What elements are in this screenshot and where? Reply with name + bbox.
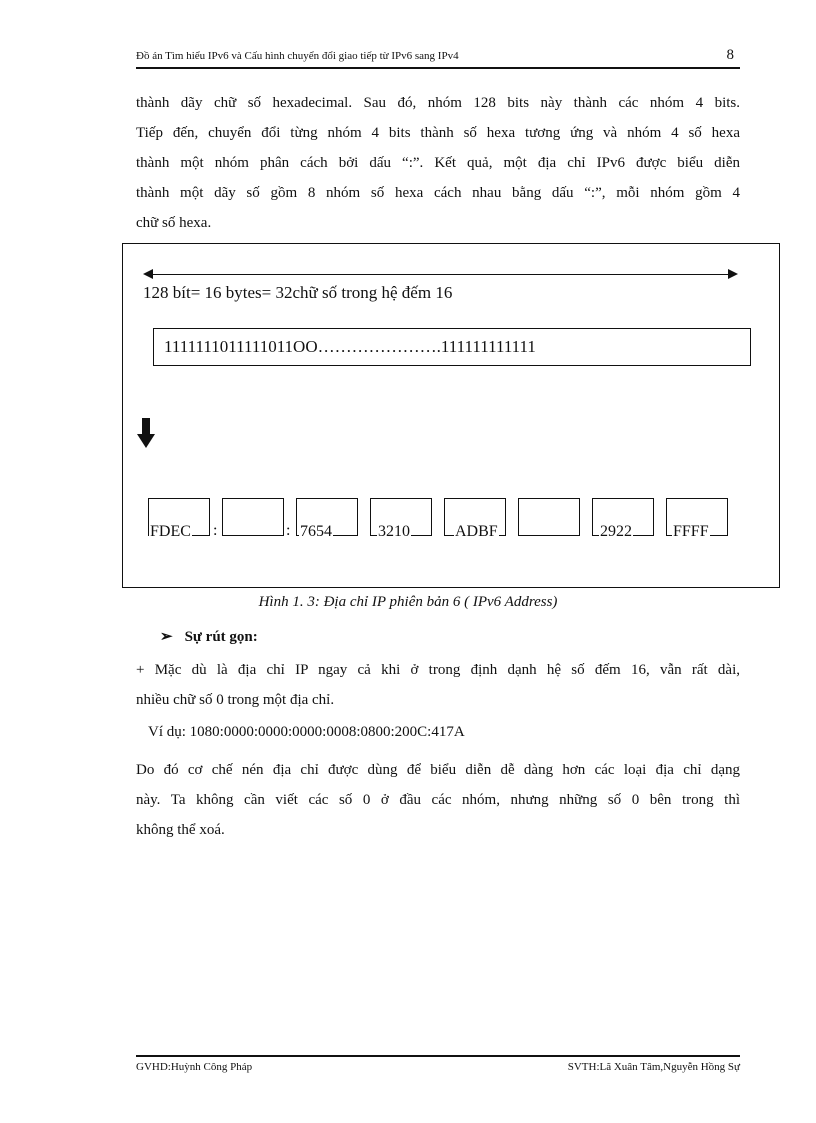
hex-separator: :: [213, 522, 218, 539]
text-line: Tiếp đến, chuyển đổi từng nhóm 4 bits thành số hexa tương ứng và nhóm 4 số hexa: [136, 125, 740, 141]
header-title: Đồ án Tìm hiểu IPv6 và Cấu hình chuyển đổi giao tiếp từ IPv6 sang IPv4: [136, 50, 459, 62]
text-line: không thể xoá.: [136, 822, 225, 838]
footer-students: SVTH:Lã Xuân Tâm,Nguyễn Hồng Sự: [567, 1061, 740, 1073]
page-number: 8: [726, 47, 734, 63]
text-line: chữ số hexa.: [136, 215, 212, 231]
footer-rule: [136, 1055, 740, 1057]
paragraph: [136, 655, 740, 715]
paragraph: [136, 755, 740, 845]
span-arrow: [145, 274, 735, 275]
text-line: này. Ta không cần viết các số 0 ở đầu các nhóm, nhưng những số 0 bên trong thì: [136, 792, 740, 808]
ipv6-address-figure: [122, 243, 780, 588]
hex-group-box: [222, 498, 284, 536]
hex-group-label: ADBF: [455, 523, 498, 540]
text-line: Do đó cơ chế nén địa chỉ được dùng để biểu diễn dễ dàng hơn các loại địa chỉ dạng: [136, 762, 740, 778]
hex-group-label: FFFF: [673, 523, 709, 540]
hex-group-box: [518, 498, 580, 536]
text-line: thành một dãy số gồm 8 nhóm số hexa cách nhau bằng dấu “:”, mỗi nhóm gồm 4: [136, 185, 740, 201]
figure-caption: Hình 1. 3: Địa chỉ IP phiên bản 6 ( IPv6 Address): [258, 594, 558, 610]
example-text: Ví dụ: 1080:0000:0000:0000:0008:0800:200C:417A: [148, 724, 465, 740]
arrow-bullet-icon: ➢: [160, 629, 173, 645]
text-line: nhiều chữ số 0 trong một địa chỉ.: [136, 692, 335, 708]
hex-group-label: 2922: [600, 523, 632, 540]
hex-separator: :: [286, 522, 291, 539]
bits-caption: 128 bít= 16 bytes= 32chữ số trong hệ đếm 16: [143, 283, 453, 302]
hex-group-label: 3210: [378, 523, 410, 540]
hex-group-label: FDEC: [150, 523, 191, 540]
text-line: + Mặc dù là địa chỉ IP ngay cả khi ở trong định dạnh hệ số đếm 16, vẫn rất dài,: [136, 662, 740, 678]
section-heading-text: Sự rút gọn:: [184, 629, 258, 645]
text-line: thành dãy chữ số hexadecimal. Sau đó, nhóm 128 bits này thành các nhóm 4 bits.: [136, 95, 740, 111]
down-arrow-icon: [137, 418, 155, 448]
header-rule: [136, 67, 740, 69]
intro-paragraph: [136, 88, 740, 238]
bits-box: [153, 328, 751, 366]
hex-group-label: 7654: [300, 523, 332, 540]
bits-value: 1111111011111011OO………………….111111111111: [164, 337, 536, 356]
arrow-right-icon: [728, 269, 738, 279]
footer-advisor: GVHD:Huỳnh Công Pháp: [136, 1061, 253, 1073]
text-line: thành một nhóm phân cách bởi dấu “:”. Kết quả, một địa chỉ IPv6 được biểu diễn: [136, 155, 740, 171]
section-heading: [160, 627, 258, 646]
